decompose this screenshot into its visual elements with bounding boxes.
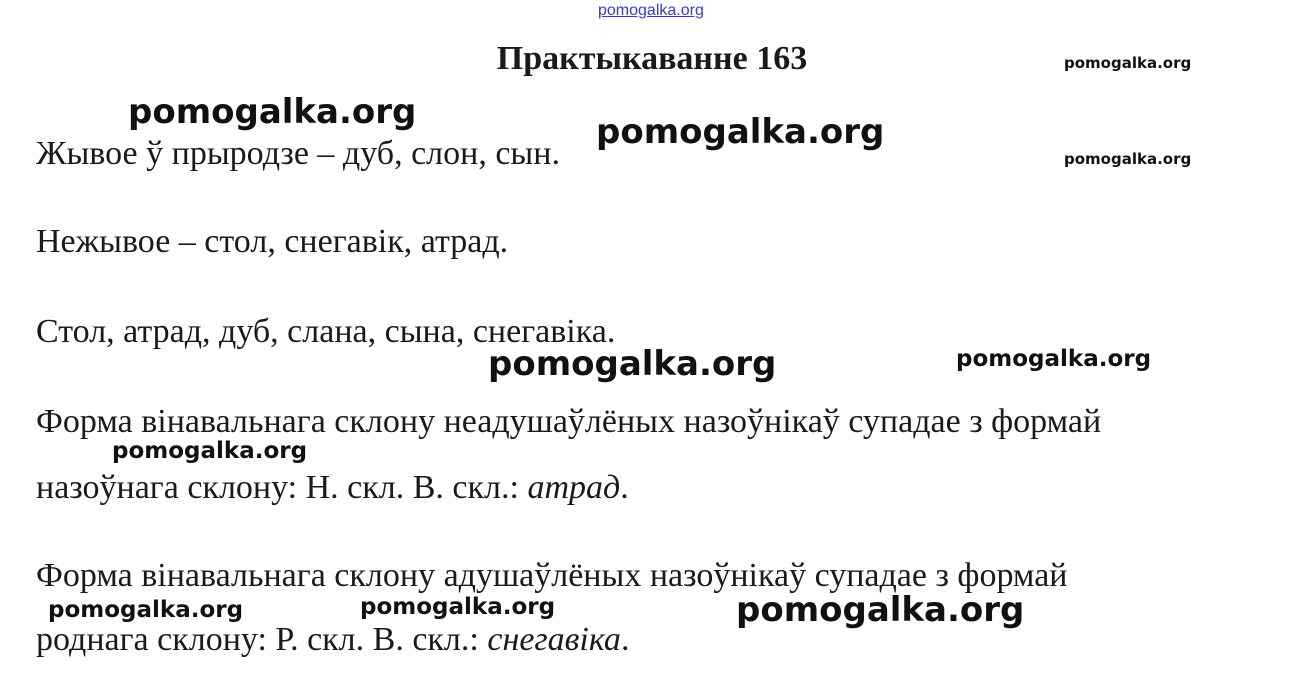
text-line-6: Форма вінавальнага склону адушаўлёных назоўнікаў супадае з формай [36, 557, 1068, 594]
text-line-1: Жывое ў прыродзе – дуб, слон, сын. [36, 135, 560, 172]
site-link[interactable]: pomogalka.org [598, 2, 704, 19]
text-line-5 [36, 468, 629, 508]
text-line-7-prefix: роднага склону: Р. скл. В. скл.: [36, 621, 488, 658]
text-line-3: Стол, атрад, дуб, слана, сына, снегавіка. [36, 313, 616, 350]
watermark-3: pomogalka.org [1064, 54, 1192, 72]
text-line-5-prefix: назоўнага склону: Н. скл. В. скл.: [36, 469, 528, 506]
watermark-1: pomogalka.org [128, 92, 417, 132]
text-line-4: Форма вінавальнага склону неадушаўлёных назоўнікаў супадае з формай [36, 403, 1102, 440]
text-line-7 [36, 620, 629, 660]
watermark-6: pomogalka.org [956, 346, 1152, 372]
watermark-5: pomogalka.org [488, 344, 777, 384]
text-line-2: Нежывое – стол, снегавік, атрад. [36, 223, 509, 260]
watermark-9: pomogalka.org [360, 594, 556, 620]
watermark-8: pomogalka.org [48, 597, 244, 623]
page-title: Практыкаванне 163 [496, 40, 808, 77]
text-line-7-italic: снегавіка [487, 621, 621, 658]
watermark-2: pomogalka.org [596, 112, 885, 152]
text-line-5-suffix: . [620, 469, 629, 506]
text-line-7-suffix: . [620, 621, 630, 658]
watermark-4: pomogalka.org [1064, 150, 1192, 168]
watermark-7: pomogalka.org [112, 438, 308, 464]
text-line-5-italic: атрад [527, 469, 621, 506]
watermark-10: pomogalka.org [736, 590, 1025, 630]
